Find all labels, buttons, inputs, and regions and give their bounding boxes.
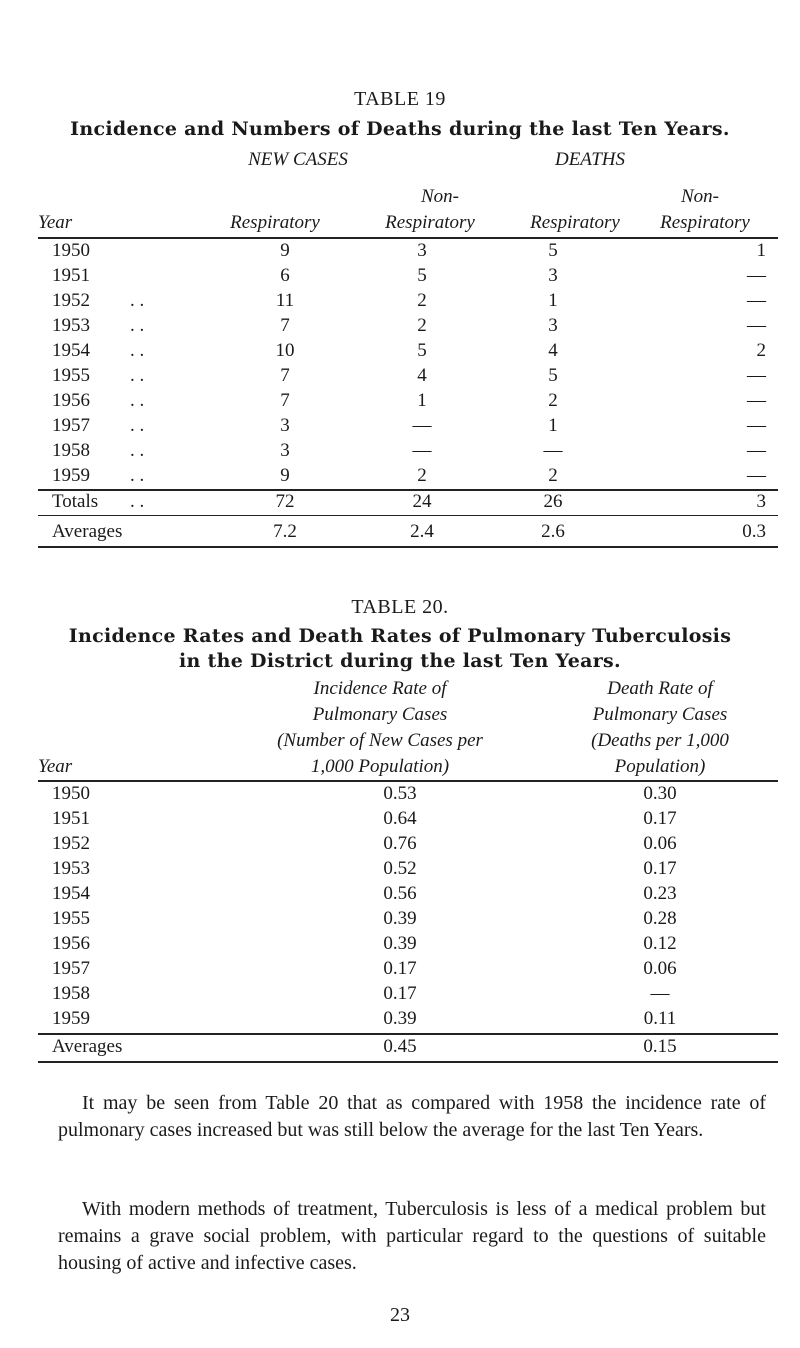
table19-cell-deaths-resp: 3 [548,315,558,336]
table19-averages-resp: 7.2 [273,521,297,542]
table20-cell-incidence-rate: 0.52 [383,858,417,879]
table19-title: Incidence and Numbers of Deaths during the last Ten Years. [70,118,730,140]
table19-col-nonresp-1: Respiratory [385,212,475,233]
table19-cell-dots: . . [130,415,145,436]
table19-cell-new-nonresp: 2 [417,465,427,486]
table19-averages-rule [38,515,778,516]
table19-cell-new-nonresp: 1 [417,390,427,411]
table19-cell-new-resp: 3 [280,440,290,461]
paragraph-2: With modern methods of treatment, Tuberculosis is less of a medical problem but remains a grave social problem, with particular regard to the questions of suitable housing of active and infective cases. [58,1198,766,1274]
table19-cell-deaths-resp: 3 [548,265,558,286]
table20-averages-label: Averages [52,1036,123,1057]
table20-cell-death-rate: 0.23 [643,883,677,904]
table20-cell-death-rate: 0.17 [643,858,677,879]
table19-totals-deaths-nonresp: 3 [756,491,766,512]
table19-averages-deaths-nonresp: 0.3 [742,521,766,542]
table20-cell-death-rate: 0.17 [643,808,677,829]
table19-cell-dots: . . [130,440,145,461]
table19-cell-new-nonresp: 4 [417,365,427,386]
table19-cell-dots: . . [130,465,145,486]
table19-cell-dots: . . [130,390,145,411]
table19-cell-new-resp: 10 [275,340,295,361]
table20-inc-header-3: (Number of New Cases per [277,730,483,751]
table20-cell-year: 1953 [52,858,90,879]
table19-averages-label: Averages [52,521,123,542]
table20-cell-year: 1956 [52,933,90,954]
table19-cell-deaths-nonresp: — [747,365,766,386]
table19-cell-new-nonresp: — [412,415,432,436]
table19-cell-new-resp: 6 [280,265,290,286]
table19-cell-deaths-resp: 5 [548,365,558,386]
table20-label: TABLE 20. [351,596,449,618]
table20-cell-death-rate: 0.12 [643,933,677,954]
table20-cell-death-rate: — [650,983,670,1004]
table19-col-year: Year [38,212,73,233]
table19-cell-year: 1951 [52,265,90,286]
table19-cell-dots: . . [130,365,145,386]
table20-cell-year: 1951 [52,808,90,829]
table19-totals-deaths-resp: 26 [543,491,563,512]
table20-cell-incidence-rate: 0.17 [383,958,417,979]
table20-cell-incidence-rate: 0.53 [383,783,417,804]
table20-cell-year: 1957 [52,958,90,979]
table19-totals-dots: . . [130,491,145,512]
table20-title-line2: in the District during the last Ten Years. [179,650,621,672]
table19-averages-nonresp: 2.4 [410,521,434,542]
table19-cell-deaths-nonresp: — [747,315,766,336]
table19-cell-year: 1952 [52,290,90,311]
table20-cell-incidence-rate: 0.39 [383,1008,417,1029]
table19-totals-resp: 72 [275,491,295,512]
table19-cell-year: 1956 [52,390,90,411]
table20-averages-inc: 0.45 [383,1036,417,1057]
table19-label: TABLE 19 [354,88,446,110]
table20-cell-incidence-rate: 0.56 [383,883,417,904]
table19-cell-deaths-nonresp: 2 [756,340,766,361]
table20-title-line1: Incidence Rates and Death Rates of Pulmonary Tuberculosis [68,625,732,647]
table19-group-deaths: DEATHS [554,149,626,170]
table20-cell-death-rate: 0.06 [643,833,677,854]
table19-cell-deaths-nonresp: — [747,290,766,311]
table19-group-new-cases: NEW CASES [248,149,348,170]
table20-death-header-3: (Deaths per 1,000 [591,730,729,751]
table19-cell-dots: . . [130,340,145,361]
table20-inc-header-4: 1,000 Population) [310,756,450,777]
table19-cell-new-resp: 9 [280,465,290,486]
table19-cell-deaths-resp: 1 [548,415,558,436]
table20-cell-incidence-rate: 0.64 [383,808,417,829]
table19-cell-deaths-nonresp: — [747,390,766,411]
page-number: 23 [390,1304,410,1326]
table20-cell-incidence-rate: 0.39 [383,933,417,954]
table20-cell-death-rate: 0.30 [643,783,677,804]
table19-cell-new-resp: 3 [280,415,290,436]
table19-cell-deaths-nonresp: 1 [756,240,766,261]
table19-cell-deaths-resp: 5 [548,240,558,261]
table20-averages-death: 0.15 [643,1036,677,1057]
table19-cell-dots: . . [130,315,145,336]
table19-cell-year: 1955 [52,365,90,386]
table19-col-nonresp-top-2: Non- [681,186,719,207]
table19-cell-year: 1959 [52,465,90,486]
table20-col-year: Year [38,756,73,777]
table19-cell-deaths-nonresp: — [747,265,766,286]
table19-cell-new-nonresp: 2 [417,315,427,336]
table19-cell-new-nonresp: 2 [417,290,427,311]
table19-cell-new-nonresp: 3 [417,240,427,261]
table20-cell-death-rate: 0.11 [643,1008,677,1029]
table19-cell-deaths-resp: 1 [548,290,558,311]
table19-cell-deaths-resp: 4 [548,340,558,361]
table20-inc-header-2: Pulmonary Cases [312,704,448,725]
table19-col-nonresp-2: Respiratory [660,212,750,233]
table19-bottom-rule [38,546,778,548]
table19-cell-new-nonresp: 5 [417,340,427,361]
table20-death-header-1: Death Rate of [607,678,713,699]
table19-cell-new-resp: 7 [280,365,290,386]
table19-cell-year: 1957 [52,415,90,436]
table19-cell-new-resp: 7 [280,315,290,336]
table20-death-header-2: Pulmonary Cases [592,704,728,725]
table19-cell-deaths-resp: 2 [548,465,558,486]
table19-cell-new-nonresp: 5 [417,265,427,286]
table20-cell-year: 1952 [52,833,90,854]
table19-cell-dots: . . [130,290,145,311]
table19-cell-new-resp: 7 [280,390,290,411]
table19-cell-new-resp: 9 [280,240,290,261]
table20-cell-year: 1955 [52,908,90,929]
table20-death-header-4: Population) [614,756,706,777]
table19-col-respiratory-2: Respiratory [530,212,620,233]
table20-inc-header-1: Incidence Rate of [313,678,447,699]
table20-cell-year: 1958 [52,983,90,1004]
table19-cell-new-nonresp: — [412,440,432,461]
table19-cell-deaths-nonresp: — [747,440,766,461]
table19-cell-year: 1950 [52,240,90,261]
table19-col-nonresp-top-1: Non- [421,186,459,207]
table19-col-respiratory-1: Respiratory [230,212,320,233]
table19-cell-year: 1954 [52,340,90,361]
table20-cell-year: 1959 [52,1008,90,1029]
table20-cell-year: 1954 [52,883,90,904]
table19-totals-nonresp: 24 [412,491,432,512]
table20-cell-year: 1950 [52,783,90,804]
table19-cell-deaths-resp: — [543,440,563,461]
table19-cell-year: 1953 [52,315,90,336]
table20-cell-death-rate: 0.06 [643,958,677,979]
table19-cell-deaths-nonresp: — [747,415,766,436]
paragraph-1: It may be seen from Table 20 that as compared with 1958 the incidence rate of pulmonary cases increased but was still below the average for the last Ten Years. [58,1092,766,1141]
table19-cell-deaths-nonresp: — [747,465,766,486]
table19-cell-deaths-resp: 2 [548,390,558,411]
table19-cell-new-resp: 11 [275,290,295,311]
table19-averages-deaths-resp: 2.6 [541,521,565,542]
table19-cell-year: 1958 [52,440,90,461]
table20-cell-incidence-rate: 0.76 [383,833,417,854]
table20-bottom-rule [38,1061,778,1063]
table19-totals-label: Totals [52,491,99,512]
table20-cell-death-rate: 0.28 [643,908,677,929]
table20-cell-incidence-rate: 0.17 [383,983,417,1004]
table20-cell-incidence-rate: 0.39 [383,908,417,929]
